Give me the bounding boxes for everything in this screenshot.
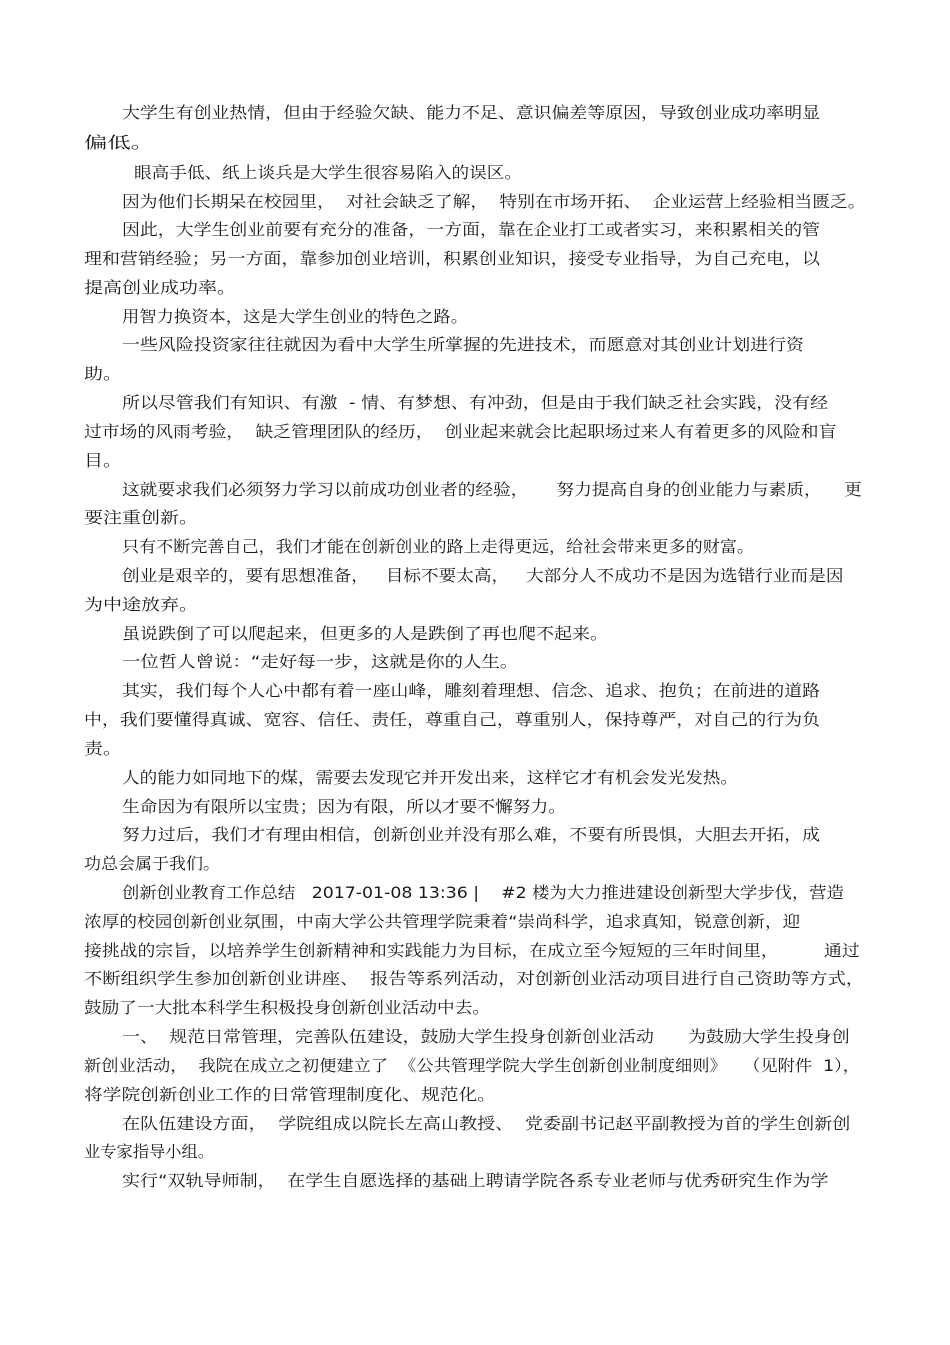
text-line: 生命因为有限所以宝贵；因为有限，所以才要不懈努力。 xyxy=(122,797,567,816)
text-line: 不断组织学生参加创新创业讲座、 报告等系列活动，对创新创业活动项目进行自己资助等方式， xyxy=(84,969,865,988)
text-line: 因为他们长期呆在校园里， 对社会缺乏了解， 特别在市场开拓、 企业运营上经验相当匮乏。 xyxy=(122,192,866,211)
text-line: 偏低。 xyxy=(84,133,155,152)
text-line: 只有不断完善自己，我们才能在创新创业的路上走得更远，给社会带来更多的财富。 xyxy=(122,537,755,556)
text-line: 所以尽管我们有知识、有激 - 情、有梦想、有冲劲，但是由于我们缺乏社会实践，没有经 xyxy=(122,393,829,412)
text-line: 接挑战的宗旨，以培养学生创新精神和实践能力为目标，在成立至今短短的三年时间里， 通过 xyxy=(84,941,860,960)
text-line: 虽说跌倒了可以爬起来，但更多的人是跌倒了再也爬不起来。 xyxy=(122,624,609,643)
text-line: 人的能力如同地下的煤，需要去发现它并开发出来，这样它才有机会发光发热。 xyxy=(122,768,739,787)
text-line: 助。 xyxy=(84,364,123,383)
text-line: 功总会属于我们。 xyxy=(84,854,221,873)
text-line: 一、 规范日常管理，完善队伍建设，鼓励大学生投身创新创业活动 为鼓励大学生投身创 xyxy=(122,1027,850,1046)
text-line: 中，我们要懂得真诚、宽容、信任、责任，尊重自己，尊重别人，保持尊严，对自己的行为负 xyxy=(84,710,821,729)
text-line: 这就要求我们必须努力学习以前成功创业者的经验， 努力提高自身的创业能力与素质， 更 xyxy=(122,480,862,499)
text-line: 创新创业教育工作总结 2017-01-08 13:36 | #2 楼为大力推进建设创新型大学步伐，营造 xyxy=(122,883,844,902)
text-line: 在队伍建设方面， 学院组成以院长左高山教授、 党委副书记赵平副教授为首的学生创新创 xyxy=(122,1114,851,1133)
text-line: 实行“双轨导师制， 在学生自愿选择的基础上聘请学院各系专业老师与优秀研究生作为学 xyxy=(122,1171,829,1190)
text-line: 新创业活动， 我院在成立之初便建立了 《公共管理学院大学生创新创业制度细则》 （见附件 1）， xyxy=(84,1056,860,1075)
text-line: 责。 xyxy=(84,739,123,758)
text-line: 创业是艰辛的，要有思想准备， 目标不要太高， 大部分人不成功不是因为选错行业而是因 xyxy=(122,566,844,585)
text-line: 眼高手低、纸上谈兵是大学生很容易陷入的误区。 xyxy=(134,163,523,182)
text-line: 因此，大学生创业前要有充分的准备，一方面，靠在企业打工或者实习，来积累相关的管 xyxy=(122,220,821,239)
text-line: 一些风险投资家往往就因为看中大学生所掌握的先进技术，而愿意对其创业计划进行资 xyxy=(122,335,805,354)
text-line: 鼓励了一大批本科学生积极投身创新创业活动中去。 xyxy=(84,998,491,1017)
text-line: 用智力换资本，这是大学生创业的特色之路。 xyxy=(122,307,469,326)
text-line: 大学生有创业热情，但由于经验欠缺、能力不足、意识偏差等原因，导致创业成功率明显 xyxy=(122,103,821,122)
text-line: 理和营销经验；另一方面，靠参加创业培训，积累创业知识，接受专业指导，为自己充电，以 xyxy=(84,249,821,268)
text-line: 浓厚的校园创新创业氛围，中南大学公共管理学院秉着“崇尚科学，追求真知，锐意创新，迎 xyxy=(84,912,801,931)
text-line: 其实，我们每个人心中都有着一座山峰，雕刻着理想、信念、追求、抱负；在前进的道路 xyxy=(122,681,821,700)
text-line: 将学院创新创业工作的日常管理制度化、规范化。 xyxy=(84,1085,497,1104)
text-line: 提高创业成功率。 xyxy=(84,278,237,297)
text-line: 业专家指导小组。 xyxy=(84,1142,215,1161)
text-line: 目。 xyxy=(84,451,123,470)
text-line: 为中途放弃。 xyxy=(84,595,199,614)
text-line: 努力过后，我们才有理由相信，创新创业并没有那么难，不要有所畏惧，大胆去开拓，成 xyxy=(122,825,821,844)
text-line: 要注重创新。 xyxy=(84,508,199,527)
text-line: 过市场的风雨考验， 缺乏管理团队的经历， 创业起来就会比起职场过来人有着更多的风险和盲 xyxy=(84,422,837,441)
text-line: 一位哲人曾说：“走好每一步，这就是你的人生。 xyxy=(122,652,519,671)
